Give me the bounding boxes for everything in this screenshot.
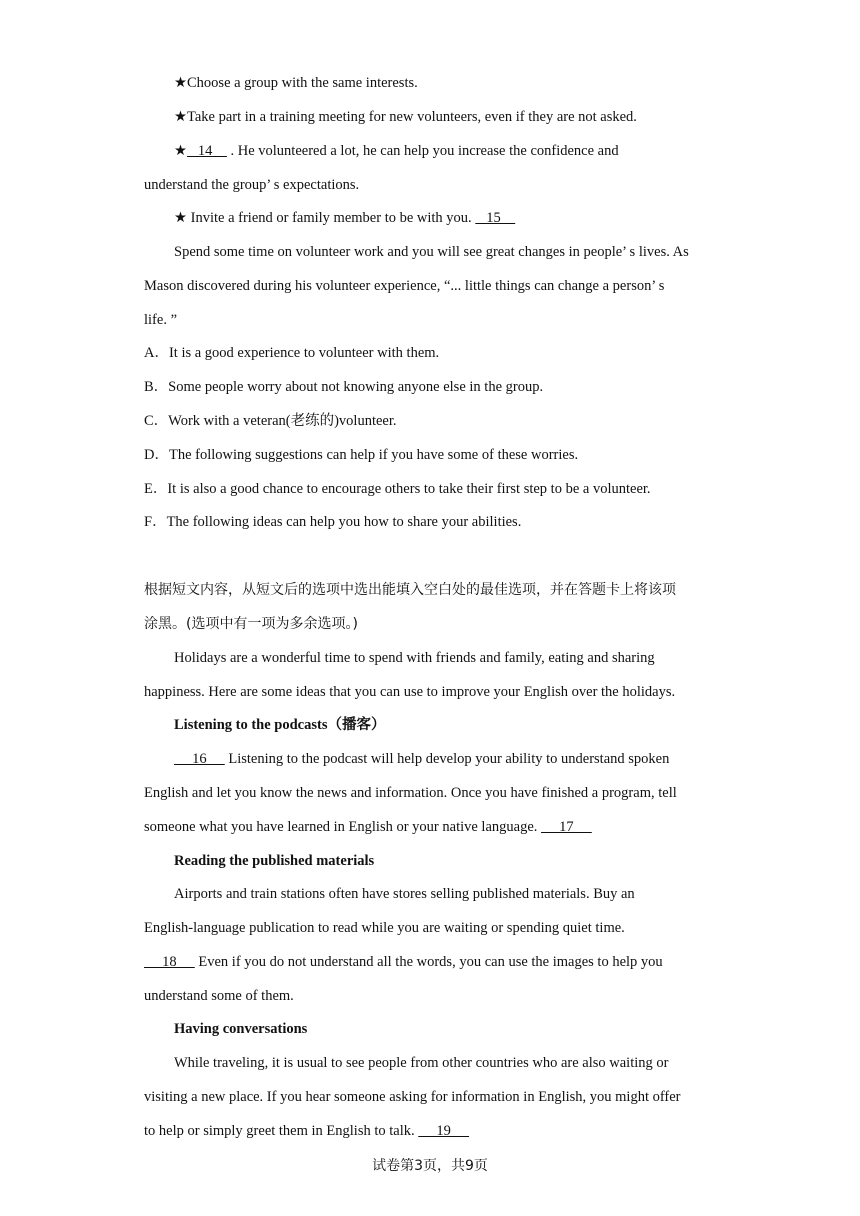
option-b: B．Some people worry about not knowing anyone else in the group. <box>144 379 544 395</box>
podcast-line-1 <box>174 749 669 769</box>
conversation-line-1: While traveling, it is usual to see people from other countries who are also waiting or <box>174 1055 669 1071</box>
bullet-blank-14 <box>174 141 619 161</box>
option-d: D．The following suggestions can help if you have some of these worries. <box>144 447 579 463</box>
option-e: E．It is also a good chance to encourage others to take their first step to be a volunteer. <box>144 481 651 497</box>
invite-text: ★ Invite a friend or family member to be with you. <box>174 210 476 226</box>
closing-paragraph-line-2: Mason discovered during his volunteer experience, “... little things can change a person’ s <box>144 278 665 294</box>
closing-paragraph-line-1: Spend some time on volunteer work and you will see great changes in people’ s lives. As <box>174 244 689 260</box>
intro-line-1: Holidays are a wonderful time to spend with friends and family, eating and sharing <box>174 650 655 666</box>
option-a: A．It is a good experience to volunteer with them. <box>144 345 440 361</box>
heading-conversations: Having conversations <box>174 1021 308 1037</box>
page-footer: 试卷第3页，共9页 <box>372 1158 488 1174</box>
blank-18: 18 <box>144 954 195 970</box>
conversation-line-3 <box>144 1121 469 1141</box>
podcast-text: Listening to the podcast will help develop your ability to understand spoken <box>224 751 670 767</box>
bullet-training-meeting: ★Take part in a training meeting for new volunteers, even if they are not asked. <box>174 109 637 125</box>
heading-podcasts: Listening to the podcasts（播客） <box>174 717 386 733</box>
conversation-text: to help or simply greet them in English to talk. <box>144 1123 419 1139</box>
blank-16: 16 <box>174 751 225 767</box>
intro-line-2: happiness. Here are some ideas that you can use to improve your English over the holidays. <box>144 684 676 700</box>
bullet-choose-group: ★Choose a group with the same interests. <box>174 75 418 91</box>
podcast-text-end: someone what you have learned in English or your native language. <box>144 819 542 835</box>
heading-reading: Reading the published materials <box>174 853 375 869</box>
reading-line-2: English-language publication to read while you are waiting or spending quiet time. <box>144 920 625 936</box>
bullet-veteran-text: . He volunteered a lot, he can help you increase the confidence and <box>226 143 619 159</box>
blank-19: 19 <box>418 1123 470 1139</box>
conversation-line-2: visiting a new place. If you hear someone asking for information in English, you might offer <box>144 1089 681 1105</box>
blank-14: 14 <box>187 143 227 159</box>
podcast-line-3 <box>144 817 592 837</box>
option-f: F．The following ideas can help you how to share your abilities. <box>144 514 522 530</box>
blank-17: 17 <box>541 819 592 835</box>
instruction-line-1: 根据短文内容，从短文后的选项中选出能填入空白处的最佳选项，并在答题卡上将该项 <box>144 582 676 598</box>
blank-15: 15 <box>475 210 516 226</box>
reading-line-1: Airports and train stations often have stores selling published materials. Buy an <box>174 886 635 902</box>
instruction-line-2: 涂黑。(选项中有一项为多余选项。) <box>144 616 358 632</box>
option-c: C．Work with a veteran(老练的)volunteer. <box>144 413 397 429</box>
reading-line-3 <box>144 952 663 972</box>
reading-line-4: understand some of them. <box>144 988 294 1004</box>
podcast-line-2: English and let you know the news and information. Once you have finished a program, tell <box>144 785 677 801</box>
star-icon: ★ <box>174 143 187 159</box>
bullet-veteran-continued: understand the group’ s expectations. <box>144 177 360 193</box>
closing-paragraph-line-3: life. ” <box>144 312 178 328</box>
bullet-invite-friend <box>174 208 515 228</box>
reading-text: Even if you do not understand all the words, you can use the images to help you <box>194 954 663 970</box>
